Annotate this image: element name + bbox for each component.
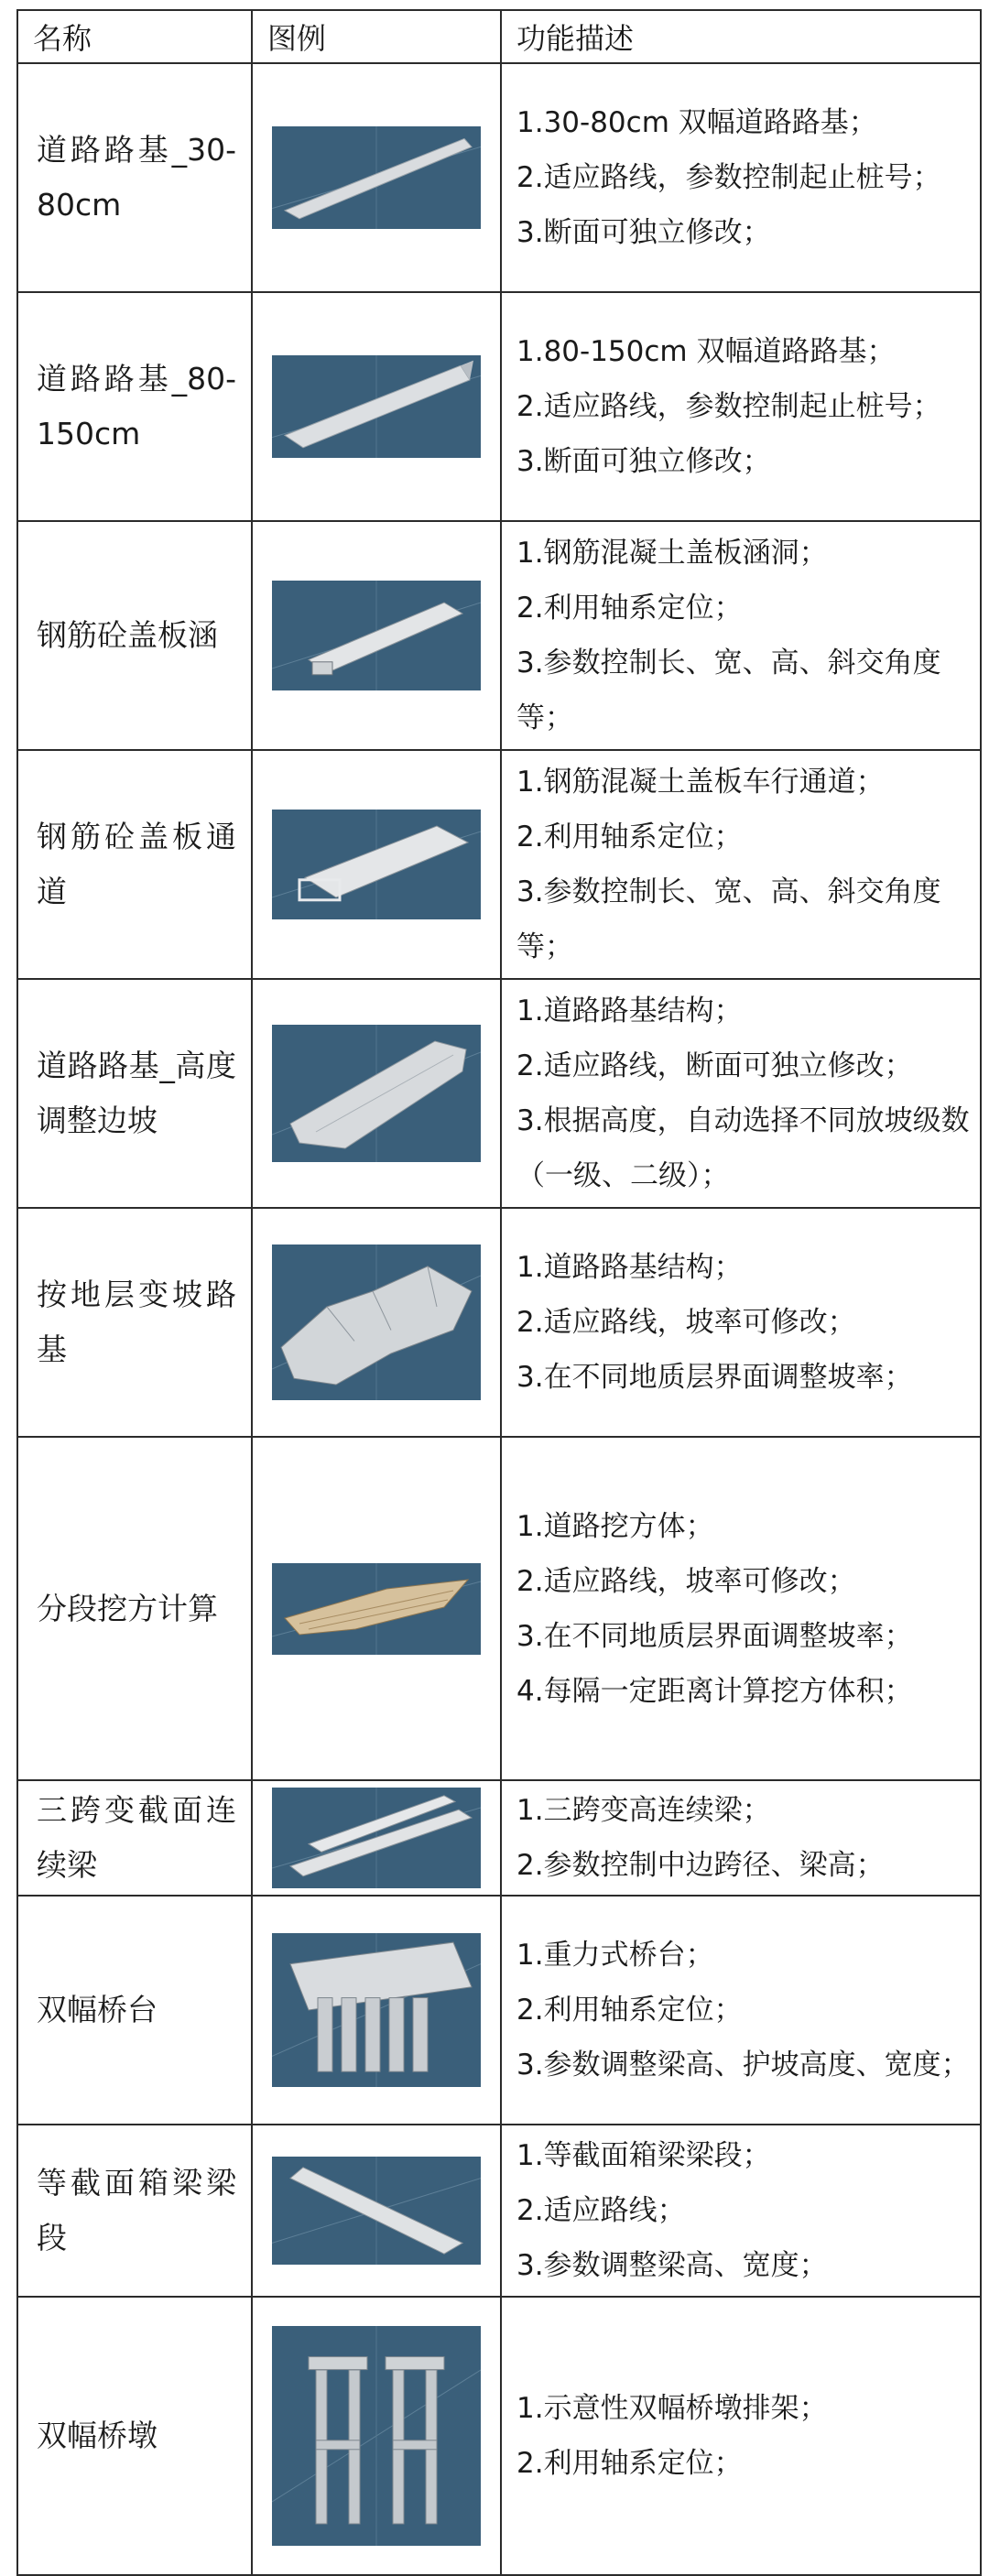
description-line: 3.断面可独立修改； — [516, 445, 771, 478]
header-name: 名称 — [17, 10, 252, 63]
slab-culvert-icon — [272, 581, 481, 690]
figure-cell — [252, 979, 501, 1208]
abutment-icon — [272, 1933, 481, 2087]
description-line: 3.参数控制长、宽、高、斜交角度等； — [516, 875, 941, 963]
pier-icon — [272, 2326, 481, 2546]
description-line: 3.根据高度，自动选择不同放坡级数（一级、二级）； — [516, 1104, 970, 1192]
description-line: 1.示意性双幅桥墩排架； — [516, 2392, 828, 2425]
table-row — [17, 1780, 981, 1896]
description-line: 4.每隔一定距离计算挖方体积； — [516, 1674, 913, 1708]
description-cell — [501, 1780, 981, 1896]
description-line: 2.利用轴系定位； — [516, 821, 743, 853]
description-cell — [501, 63, 981, 292]
description-cell — [501, 1208, 981, 1437]
description-cell — [501, 2297, 981, 2575]
component-name: 钢筋砼盖板通道 — [17, 750, 252, 979]
figure-cell — [252, 1896, 501, 2125]
component-name: 等截面箱梁梁段 — [17, 2125, 252, 2297]
table-row — [17, 750, 981, 979]
component-name: 双幅桥墩 — [17, 2297, 252, 2575]
figure-cell — [252, 2297, 501, 2575]
figure-cell — [252, 750, 501, 979]
description-cell — [501, 750, 981, 979]
stratum-roadbed-icon — [272, 1245, 481, 1400]
component-name: 钢筋砼盖板涵 — [17, 521, 252, 750]
description-line: 2.适应路线，坡率可修改； — [516, 1306, 856, 1339]
description-line: 2.适应路线，参数控制起止桩号； — [516, 161, 941, 194]
description-line: 3.断面可独立修改； — [516, 216, 771, 249]
description-line: 1.钢筋混凝土盖板车行通道； — [516, 766, 885, 799]
description-line: 3.参数调整梁高、宽度； — [516, 2249, 828, 2282]
description-cell — [501, 979, 981, 1208]
figure-cell — [252, 63, 501, 292]
table-row — [17, 1208, 981, 1437]
header-description: 功能描述 — [501, 10, 981, 63]
figure-cell — [252, 1437, 501, 1780]
description-line: 1.30-80cm 双幅道路路基； — [516, 106, 877, 139]
description-line: 1.重力式桥台； — [516, 1939, 714, 1972]
description-line: 1.道路路基结构； — [516, 995, 743, 1027]
description-line: 2.利用轴系定位； — [516, 1994, 743, 2027]
slab-passage-icon — [272, 810, 481, 919]
table-row — [17, 63, 981, 292]
table-row — [17, 292, 981, 521]
table-header-row — [17, 10, 981, 63]
box-girder-icon — [272, 2157, 481, 2265]
description-line: 3.参数控制长、宽、高、斜交角度等； — [516, 647, 941, 734]
description-line: 1.80-150cm 双幅道路路基； — [516, 335, 896, 368]
description-line: 1.钢筋混凝土盖板涵洞； — [516, 537, 828, 570]
description-line: 1.三跨变高连续梁； — [516, 1794, 771, 1827]
table-row — [17, 521, 981, 750]
figure-cell — [252, 1208, 501, 1437]
description-line: 3.在不同地质层界面调整坡率； — [516, 1619, 913, 1653]
continuous-beam-icon — [272, 1788, 481, 1888]
figure-cell — [252, 2125, 501, 2297]
table-row — [17, 1896, 981, 2125]
table-row — [17, 2125, 981, 2297]
description-line: 1.道路路基结构； — [516, 1251, 743, 1284]
excavation-icon — [272, 1563, 481, 1655]
figure-cell — [252, 521, 501, 750]
roadbed-thick-icon — [272, 355, 481, 458]
description-line: 1.道路挖方体； — [516, 1509, 714, 1543]
description-line: 3.在不同地质层界面调整坡率； — [516, 1361, 913, 1394]
component-name: 按地层变坡路基 — [17, 1208, 252, 1437]
roadbed-slope-icon — [272, 1025, 481, 1162]
description-cell — [501, 1896, 981, 2125]
header-figure: 图例 — [252, 10, 501, 63]
figure-cell — [252, 1780, 501, 1896]
description-line: 2.适应路线； — [516, 2194, 686, 2227]
description-cell — [501, 292, 981, 521]
description-line: 2.参数控制中边跨径、梁高； — [516, 1849, 885, 1882]
description-line: 1.等截面箱梁梁段； — [516, 2139, 771, 2172]
component-name: 道路路基_30-80cm — [17, 63, 252, 292]
description-cell — [501, 1437, 981, 1780]
component-name: 三跨变截面连续梁 — [17, 1780, 252, 1896]
component-table — [16, 9, 982, 2576]
table-row — [17, 979, 981, 1208]
description-line: 2.适应路线，断面可独立修改； — [516, 1049, 913, 1082]
table-row — [17, 2297, 981, 2575]
component-name: 道路路基_高度调整边坡 — [17, 979, 252, 1208]
component-name: 分段挖方计算 — [17, 1437, 252, 1780]
description-line: 3.参数调整梁高、护坡高度、宽度； — [516, 2049, 970, 2081]
description-line: 2.适应路线，坡率可修改； — [516, 1564, 856, 1598]
description-line: 2.利用轴系定位； — [516, 2447, 743, 2480]
component-name: 道路路基_80-150cm — [17, 292, 252, 521]
table-row — [17, 1437, 981, 1780]
description-line: 2.适应路线，参数控制起止桩号； — [516, 390, 941, 423]
description-line: 2.利用轴系定位； — [516, 592, 743, 625]
component-name: 双幅桥台 — [17, 1896, 252, 2125]
figure-cell — [252, 292, 501, 521]
description-cell — [501, 521, 981, 750]
description-cell — [501, 2125, 981, 2297]
roadbed-thin-icon — [272, 126, 481, 229]
